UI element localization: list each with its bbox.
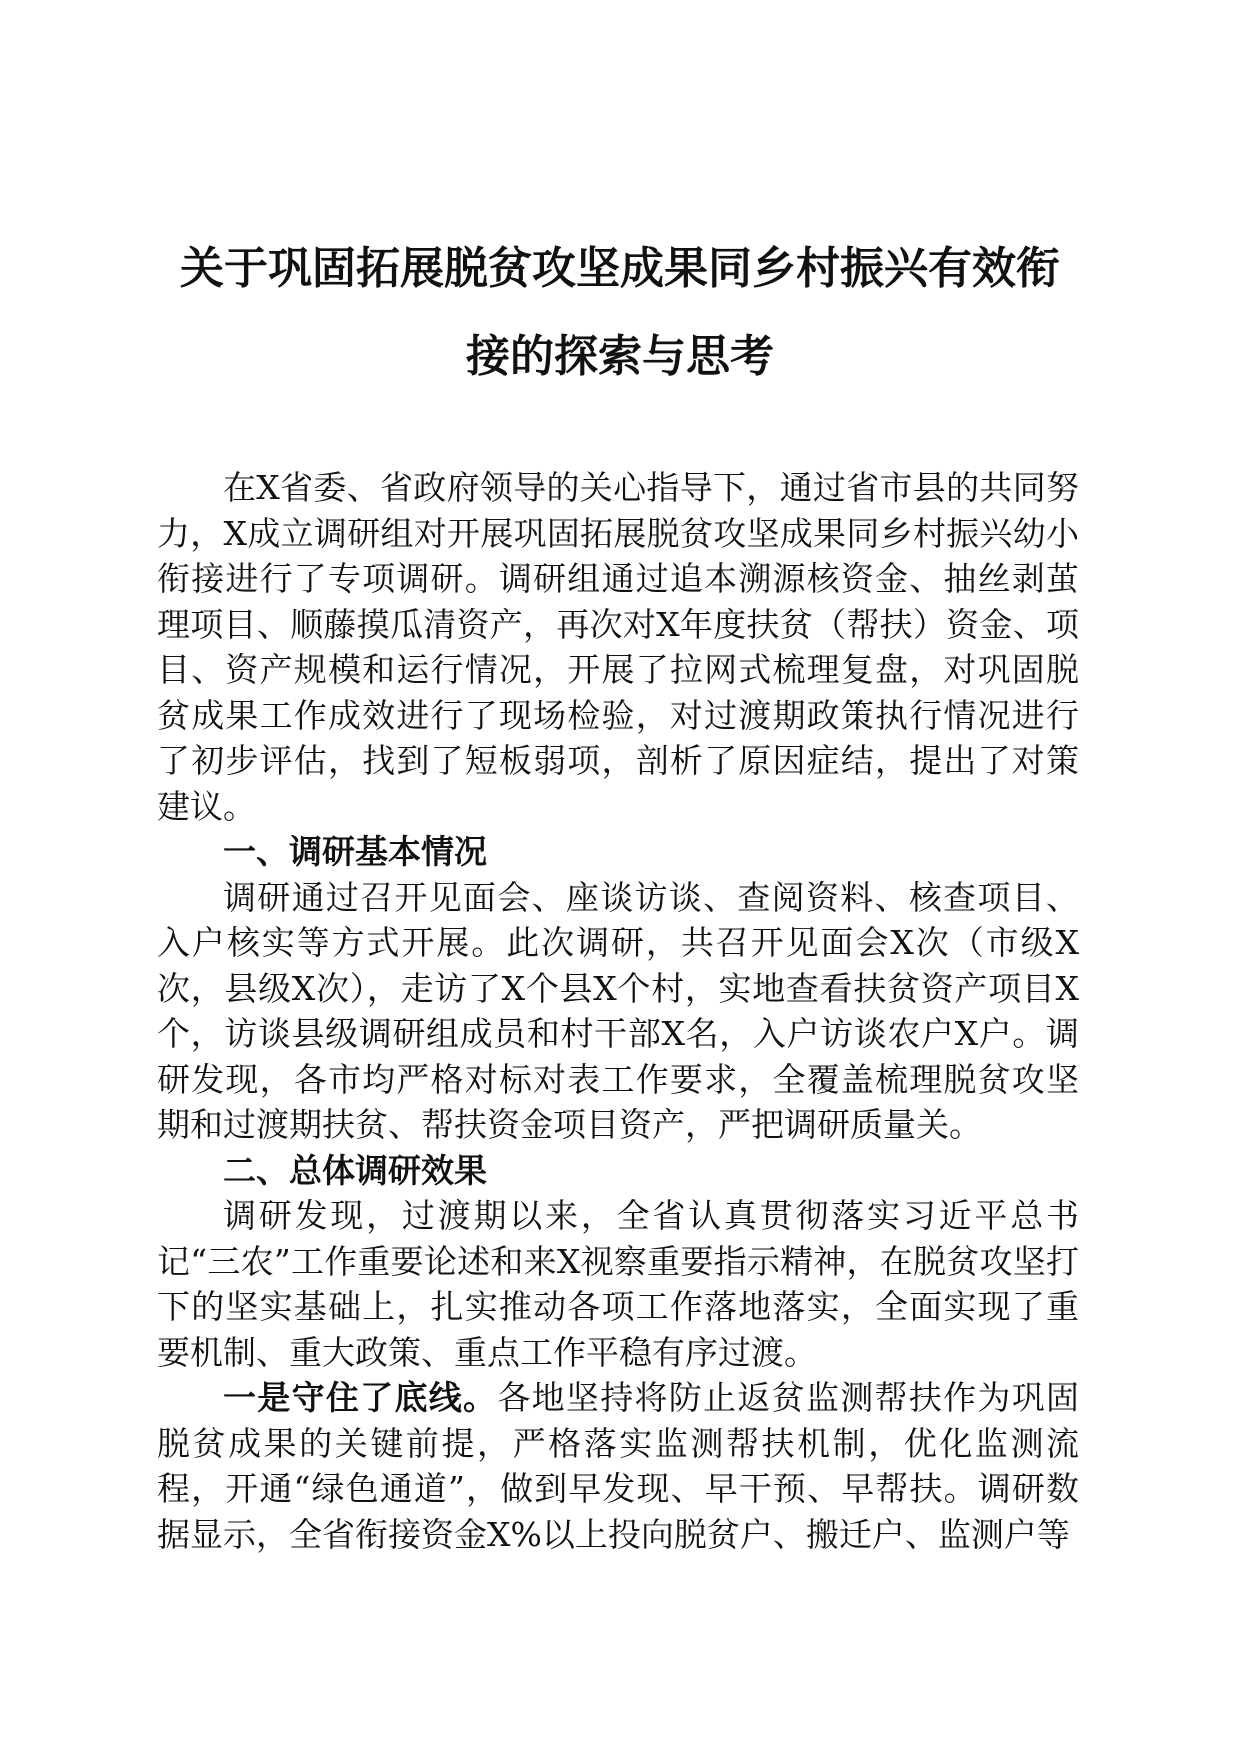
title-line-1: 关于巩固拓展脱贫攻坚成果同乡村振兴有效衔 [180,243,1060,294]
point-1-lead: 一是守住了底线。 [223,1378,498,1417]
section-1-heading: 一、调研基本情况 [223,832,487,871]
document-title [150,225,1090,401]
section-2-heading: 二、总体调研效果 [223,1150,487,1190]
point-1-text: 各地坚持将防止返贫监测帮扶作为巩固脱贫成果的关键前提，严格落实监测帮扶机制，优化监测流程，开通“绿色通道”，做到早发现、早干预、早帮扶。调研数据显示，全省衔接资金X%以上投向脱贫户、搬迁户、监测户等 [157,1378,1080,1554]
section-1-paragraph: 调研通过召开见面会、座谈访谈、查阅资料、核查项目、入户核实等方式开展。此次调研，共召开见面会X次（市级X次，县级X次），走访了X个县X个村，实地查看扶贫资产项目X个，访谈县级调研组成员和村干部X名，入户访谈农户X户。调研发现，各市均严格对标对表工作要求，全覆盖梳理脱贫攻坚期和过渡期扶贫、帮扶资金项目资产，严把调研质量关。 [157,877,1079,1144]
document-body [157,465,1079,1557]
point-1-paragraph [157,1375,1079,1557]
title-line-2: 接的探索与思考 [466,331,774,382]
intro-paragraph: 在X省委、省政府领导的关心指导下，通过省市县的共同努力，X成立调研组对开展巩固拓展脱贫攻坚成果同乡村振兴幼小衔接进行了专项调研。调研组通过追本溯源核资金、抽丝剥茧理项目、顺藤摸瓜清资产，再次对X年度扶贫（帮扶）资金、项目、资产规模和运行情况，开展了拉网式梳理复盘，对巩固脱贫成果工作成效进行了现场检验，对过渡期政策执行情况进行了初步评估，找到了短板弱项，剖析了原因症结，提出了对策建议。 [157,468,1079,826]
section-2-paragraph: 调研发现，过渡期以来，全省认真贯彻落实习近平总书记“三农”工作重要论述和来X视察重要指示精神，在脱贫攻坚打下的坚实基础上，扎实推动各项工作落地落实，全面实现了重要机制、重大政策、重点工作平稳有序过渡。 [157,1196,1079,1372]
